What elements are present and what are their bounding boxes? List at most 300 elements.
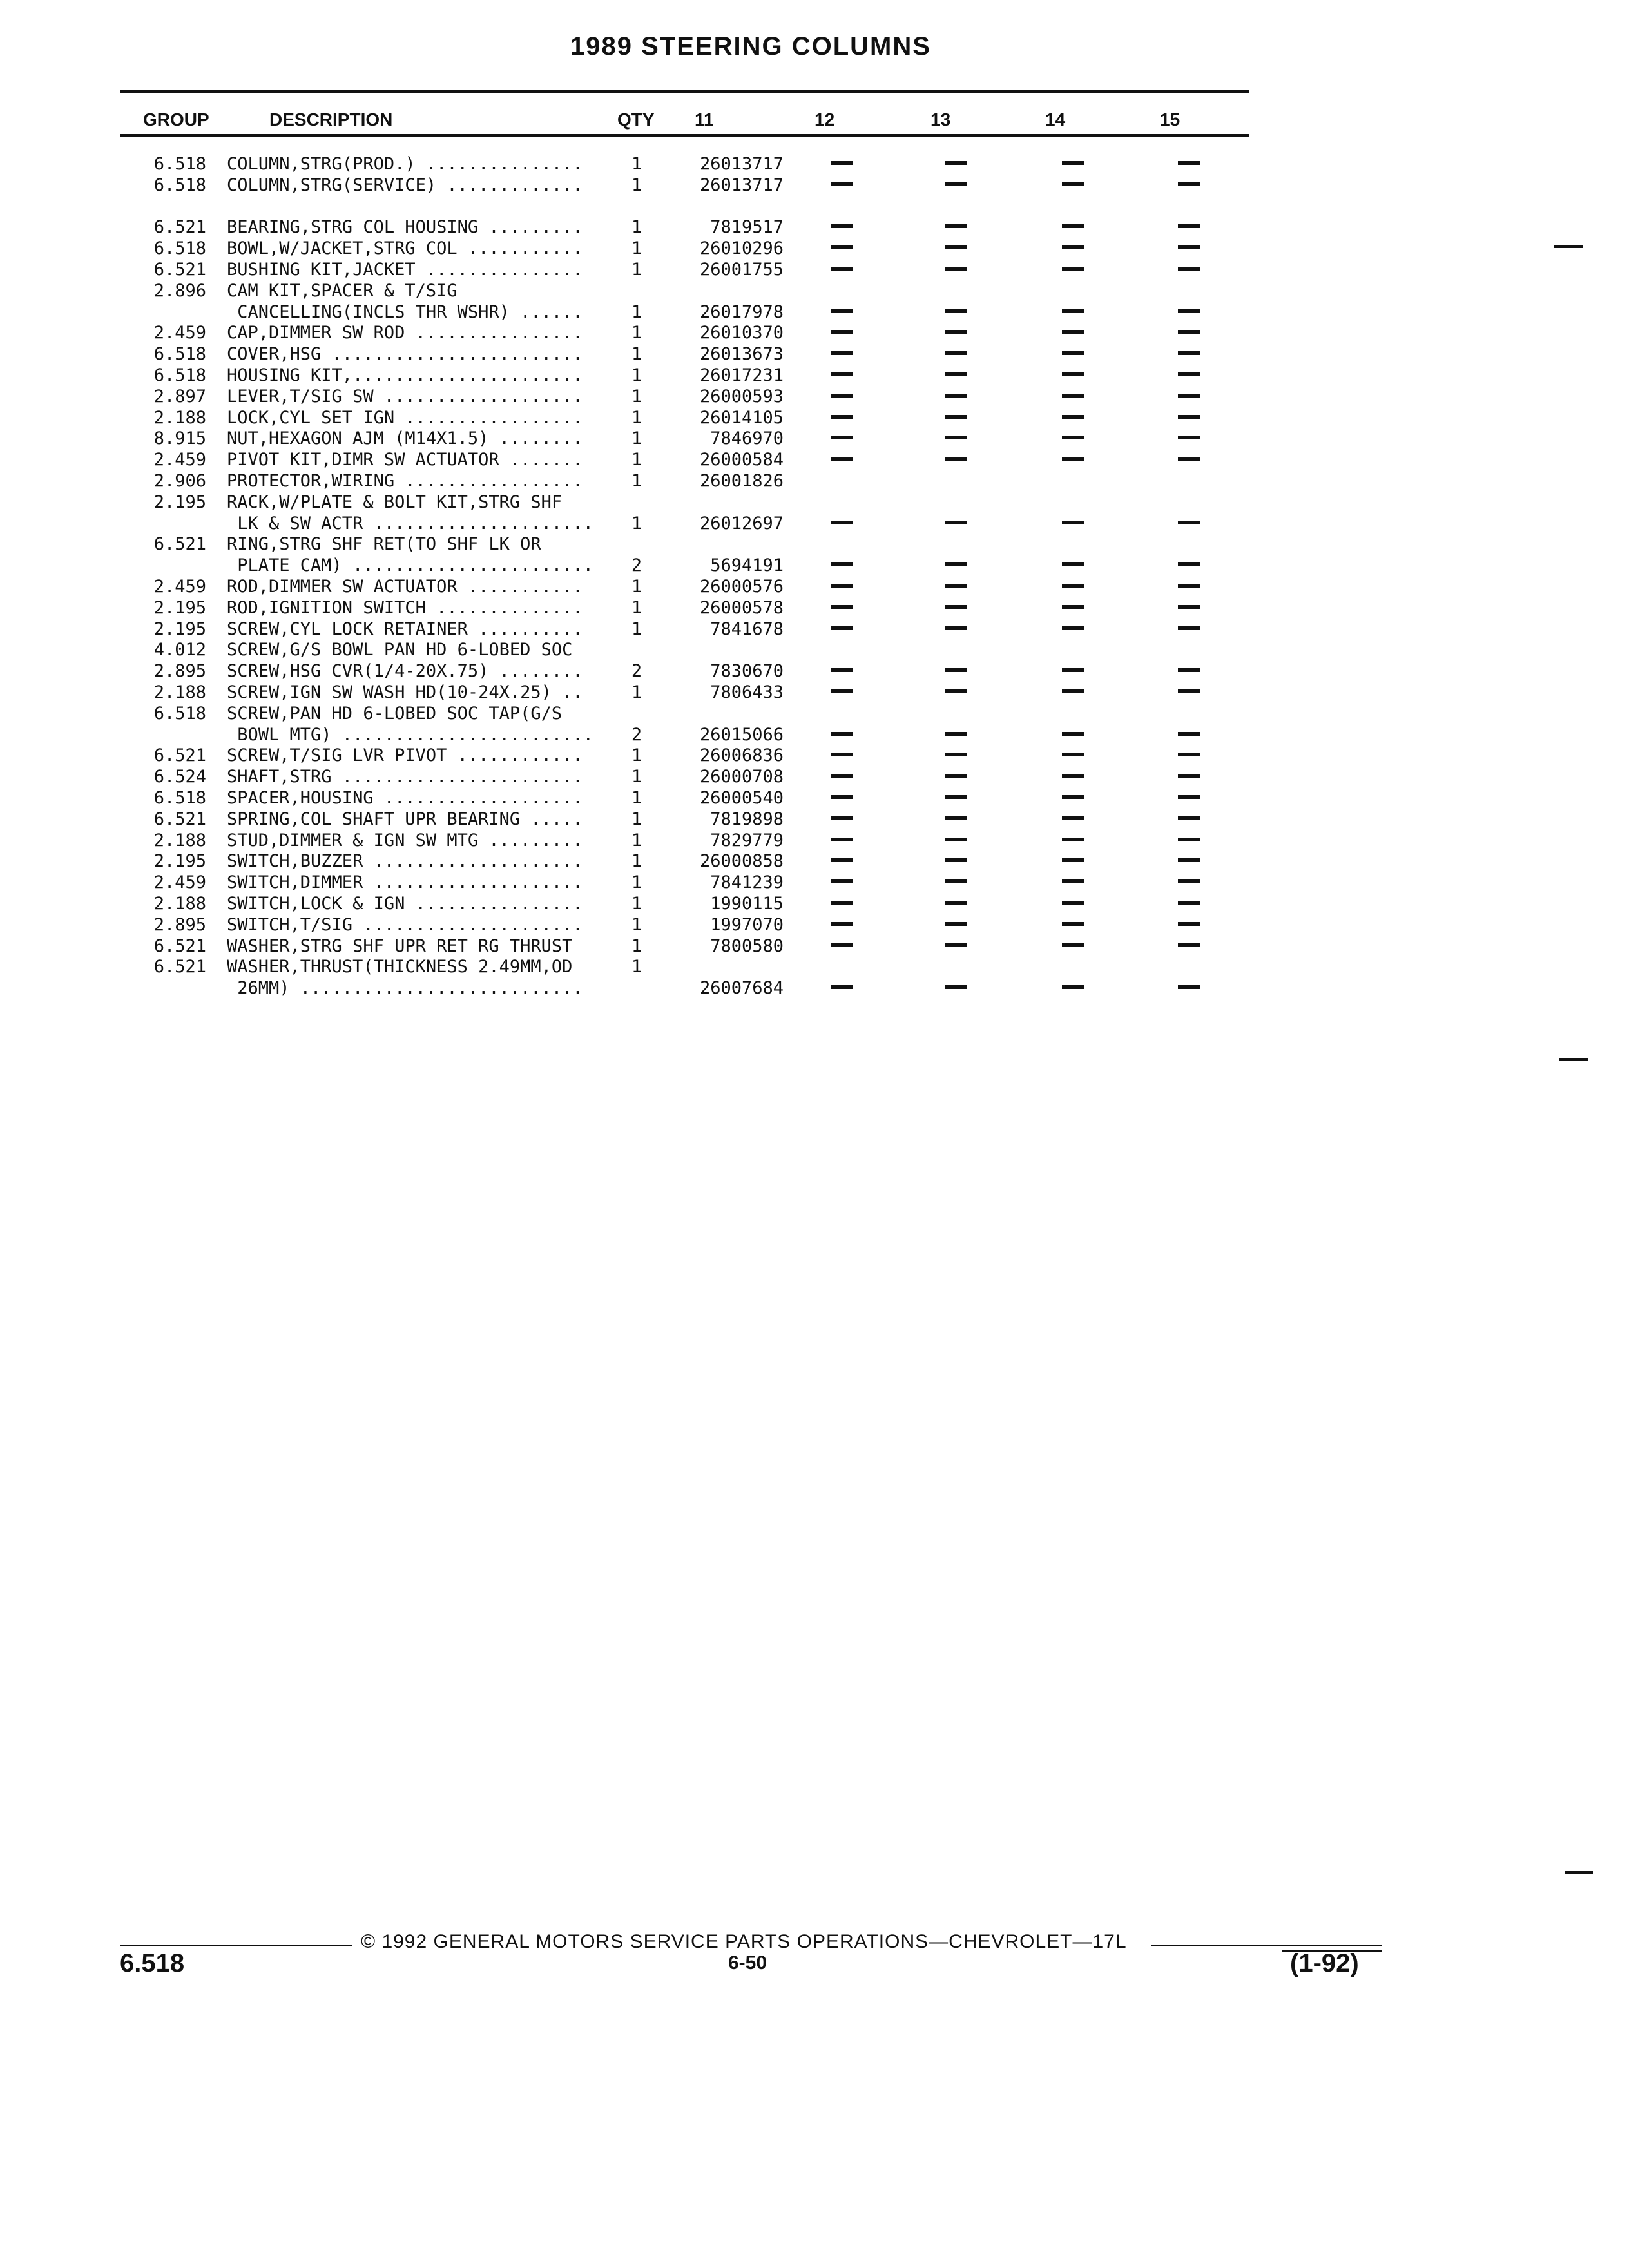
- not-applicable-dash: [831, 245, 853, 249]
- not-applicable-dash: [1062, 732, 1084, 736]
- description-cell: COVER,HSG ........................: [227, 344, 583, 365]
- header-col-13: 13: [930, 110, 951, 130]
- not-applicable-dash: [831, 985, 853, 989]
- not-applicable-dash: [1062, 224, 1084, 228]
- not-applicable-dash: [945, 521, 967, 524]
- header-description: DESCRIPTION: [269, 110, 393, 130]
- not-applicable-dash: [831, 689, 853, 693]
- table-row: [0, 682, 1629, 704]
- not-applicable-dash: [1062, 774, 1084, 778]
- qty-cell: 1: [631, 407, 642, 428]
- not-applicable-dash: [1062, 879, 1084, 883]
- margin-mark: [1554, 245, 1583, 248]
- group-cell: 6.518: [153, 788, 206, 808]
- not-applicable-dash: [831, 372, 853, 376]
- qty-cell: 1: [631, 872, 642, 893]
- table-row: [0, 936, 1629, 957]
- not-applicable-dash: [945, 245, 967, 249]
- description-cell: COLUMN,STRG(PROD.) ...............: [227, 154, 583, 174]
- group-cell: 6.524: [153, 767, 206, 787]
- not-applicable-dash: [831, 161, 853, 165]
- table-row: [0, 639, 1629, 661]
- qty-cell: 1: [631, 344, 642, 365]
- header-col-15: 15: [1160, 110, 1181, 130]
- not-applicable-dash: [1178, 668, 1200, 672]
- footer-rule-left: [120, 1945, 352, 1946]
- table-row: [0, 660, 1629, 682]
- description-cell: CANCELLING(INCLS THR WSHR) ......: [227, 302, 583, 322]
- not-applicable-dash: [1178, 816, 1200, 820]
- not-applicable-dash: [1062, 521, 1084, 524]
- description-cell: SPRING,COL SHAFT UPR BEARING .....: [227, 809, 583, 829]
- not-applicable-dash: [1178, 161, 1200, 165]
- not-applicable-dash: [1062, 182, 1084, 186]
- not-applicable-dash: [945, 985, 967, 989]
- group-cell: 2.188: [153, 894, 206, 914]
- group-cell: 6.518: [153, 365, 206, 385]
- qty-cell: 1: [631, 914, 642, 935]
- qty-cell: 1: [631, 619, 642, 639]
- not-applicable-dash: [1062, 309, 1084, 313]
- group-cell: 6.521: [153, 809, 206, 829]
- not-applicable-dash: [945, 732, 967, 736]
- table-row: [0, 259, 1629, 281]
- table-row: [0, 343, 1629, 365]
- description-cell: BOWL,W/JACKET,STRG COL ...........: [227, 238, 583, 259]
- qty-cell: 1: [631, 302, 642, 322]
- qty-cell: 1: [631, 450, 642, 470]
- table-row: [0, 619, 1629, 640]
- part-number-cell: 26017978: [699, 302, 784, 322]
- not-applicable-dash: [1062, 753, 1084, 756]
- not-applicable-dash: [1062, 245, 1084, 249]
- not-applicable-dash: [945, 922, 967, 926]
- table-row: [0, 533, 1629, 555]
- not-applicable-dash: [1178, 372, 1200, 376]
- description-cell: SWITCH,DIMMER ....................: [227, 872, 583, 893]
- part-number-cell: 7830670: [710, 661, 784, 682]
- not-applicable-dash: [945, 161, 967, 165]
- qty-cell: 1: [631, 323, 642, 343]
- part-number-cell: 1990115: [710, 894, 784, 914]
- group-cell: 6.521: [153, 534, 206, 555]
- part-number-cell: 7806433: [710, 682, 784, 702]
- not-applicable-dash: [1178, 626, 1200, 630]
- description-cell: SWITCH,BUZZER ....................: [227, 851, 583, 872]
- not-applicable-dash: [1178, 605, 1200, 609]
- not-applicable-dash: [1062, 330, 1084, 334]
- table-row: [0, 153, 1629, 175]
- group-cell: 6.521: [153, 260, 206, 280]
- group-cell: 2.895: [153, 914, 206, 935]
- table-row: [0, 787, 1629, 809]
- table-row: [0, 492, 1629, 514]
- margin-mark: [1559, 1058, 1588, 1061]
- table-row: [0, 365, 1629, 387]
- description-cell: ROD,IGNITION SWITCH ..............: [227, 597, 583, 618]
- not-applicable-dash: [945, 668, 967, 672]
- not-applicable-dash: [1178, 182, 1200, 186]
- part-number-cell: 26000584: [699, 450, 784, 470]
- part-number-cell: 7846970: [710, 428, 784, 449]
- description-cell: SCREW,G/S BOWL PAN HD 6-LOBED SOC: [227, 640, 573, 660]
- not-applicable-dash: [831, 267, 853, 271]
- description-cell: ROD,DIMMER SW ACTUATOR ...........: [227, 577, 583, 597]
- part-number-cell: 26013673: [699, 344, 784, 365]
- group-cell: 2.195: [153, 597, 206, 618]
- table-row: [0, 302, 1629, 323]
- table-row: [0, 238, 1629, 260]
- not-applicable-dash: [831, 562, 853, 566]
- qty-cell: 1: [631, 513, 642, 533]
- qty-cell: 1: [631, 597, 642, 618]
- qty-cell: 1: [631, 682, 642, 702]
- description-cell: SCREW,HSG CVR(1/4-20X.75) ........: [227, 661, 583, 682]
- group-cell: 2.895: [153, 661, 206, 682]
- footer-rule-right: [1151, 1945, 1382, 1946]
- table-row: [0, 196, 1629, 218]
- not-applicable-dash: [1178, 838, 1200, 841]
- not-applicable-dash: [1178, 985, 1200, 989]
- not-applicable-dash: [1062, 267, 1084, 271]
- not-applicable-dash: [1062, 605, 1084, 609]
- description-cell: SCREW,T/SIG LVR PIVOT ............: [227, 745, 583, 766]
- group-cell: 2.188: [153, 407, 206, 428]
- qty-cell: 1: [631, 851, 642, 872]
- not-applicable-dash: [831, 943, 853, 947]
- not-applicable-dash: [945, 584, 967, 588]
- not-applicable-dash: [945, 795, 967, 799]
- qty-cell: 1: [631, 217, 642, 238]
- part-number-cell: 26017231: [699, 365, 784, 385]
- description-cell: LK & SW ACTR .....................: [227, 513, 593, 533]
- part-number-cell: 7819898: [710, 809, 784, 829]
- part-number-cell: 7841239: [710, 872, 784, 893]
- not-applicable-dash: [945, 351, 967, 355]
- not-applicable-dash: [831, 351, 853, 355]
- not-applicable-dash: [945, 309, 967, 313]
- group-cell: 6.518: [153, 344, 206, 365]
- description-cell: SCREW,CYL LOCK RETAINER ..........: [227, 619, 583, 639]
- qty-cell: 1: [631, 577, 642, 597]
- table-row: [0, 766, 1629, 788]
- description-cell: PLATE CAM) .......................: [227, 555, 593, 576]
- not-applicable-dash: [1178, 562, 1200, 566]
- not-applicable-dash: [1062, 943, 1084, 947]
- group-cell: 2.195: [153, 492, 206, 512]
- not-applicable-dash: [1178, 351, 1200, 355]
- not-applicable-dash: [1178, 689, 1200, 693]
- table-row: [0, 597, 1629, 619]
- qty-cell: 1: [631, 386, 642, 407]
- part-number-cell: 26000593: [699, 386, 784, 407]
- description-cell: WASHER,THRUST(THICKNESS 2.49MM,OD: [227, 957, 573, 977]
- description-cell: BEARING,STRG COL HOUSING .........: [227, 217, 583, 238]
- not-applicable-dash: [1062, 562, 1084, 566]
- table-row: [0, 322, 1629, 344]
- not-applicable-dash: [831, 858, 853, 862]
- table-row: [0, 470, 1629, 492]
- group-cell: 2.459: [153, 323, 206, 343]
- table-row: [0, 872, 1629, 894]
- part-number-cell: 26010296: [699, 238, 784, 259]
- qty-cell: 2: [631, 724, 642, 745]
- header-col-12: 12: [815, 110, 835, 130]
- table-row: [0, 576, 1629, 598]
- qty-cell: 1: [631, 238, 642, 259]
- not-applicable-dash: [1062, 795, 1084, 799]
- description-cell: HOUSING KIT,......................: [227, 365, 583, 385]
- table-row: [0, 724, 1629, 746]
- not-applicable-dash: [1062, 816, 1084, 820]
- description-cell: NUT,HEXAGON AJM (M14X1.5) ........: [227, 428, 583, 449]
- table-row: [0, 703, 1629, 725]
- not-applicable-dash: [831, 521, 853, 524]
- part-number-cell: 26001755: [699, 260, 784, 280]
- part-number-cell: 26012697: [699, 513, 784, 533]
- not-applicable-dash: [1062, 161, 1084, 165]
- not-applicable-dash: [1178, 753, 1200, 756]
- description-cell: SPACER,HOUSING ...................: [227, 788, 583, 808]
- qty-cell: 1: [631, 154, 642, 174]
- group-cell: 2.459: [153, 450, 206, 470]
- group-cell: 6.518: [153, 175, 206, 195]
- description-cell: RACK,W/PLATE & BOLT KIT,STRG SHF: [227, 492, 563, 512]
- group-cell: 2.188: [153, 682, 206, 702]
- table-row: [0, 175, 1629, 197]
- group-cell: 2.896: [153, 280, 206, 301]
- part-number-cell: 7819517: [710, 217, 784, 238]
- not-applicable-dash: [1062, 858, 1084, 862]
- not-applicable-dash: [1178, 858, 1200, 862]
- not-applicable-dash: [1062, 838, 1084, 841]
- not-applicable-dash: [1062, 922, 1084, 926]
- part-number-cell: 1997070: [710, 914, 784, 935]
- group-cell: 4.012: [153, 640, 206, 660]
- header-qty: QTY: [617, 110, 655, 130]
- qty-cell: 2: [631, 661, 642, 682]
- not-applicable-dash: [831, 584, 853, 588]
- group-cell: 6.521: [153, 217, 206, 238]
- qty-cell: 1: [631, 957, 642, 977]
- not-applicable-dash: [945, 562, 967, 566]
- not-applicable-dash: [1178, 415, 1200, 419]
- description-cell: SWITCH,LOCK & IGN ................: [227, 894, 583, 914]
- not-applicable-dash: [831, 436, 853, 439]
- group-cell: 6.518: [153, 154, 206, 174]
- group-cell: 6.521: [153, 957, 206, 977]
- table-row: [0, 809, 1629, 831]
- part-number-cell: 26007684: [699, 978, 784, 999]
- qty-cell: 1: [631, 894, 642, 914]
- table-row: [0, 555, 1629, 577]
- not-applicable-dash: [945, 182, 967, 186]
- qty-cell: 1: [631, 428, 642, 449]
- not-applicable-dash: [1062, 689, 1084, 693]
- group-cell: 6.521: [153, 936, 206, 956]
- not-applicable-dash: [1178, 457, 1200, 461]
- not-applicable-dash: [831, 901, 853, 905]
- not-applicable-dash: [945, 330, 967, 334]
- part-number-cell: 7800580: [710, 936, 784, 956]
- not-applicable-dash: [945, 457, 967, 461]
- not-applicable-dash: [945, 858, 967, 862]
- not-applicable-dash: [945, 774, 967, 778]
- qty-cell: 1: [631, 830, 642, 850]
- group-cell: 2.897: [153, 386, 206, 407]
- not-applicable-dash: [1178, 732, 1200, 736]
- not-applicable-dash: [831, 309, 853, 313]
- footer-copyright: © 1992 GENERAL MOTORS SERVICE PARTS OPERATIONS—CHEVROLET—17L: [361, 1931, 1127, 1952]
- not-applicable-dash: [1062, 626, 1084, 630]
- not-applicable-dash: [945, 753, 967, 756]
- not-applicable-dash: [1178, 521, 1200, 524]
- description-cell: PIVOT KIT,DIMR SW ACTUATOR .......: [227, 450, 583, 470]
- group-cell: 6.518: [153, 238, 206, 259]
- not-applicable-dash: [1178, 224, 1200, 228]
- group-cell: 6.518: [153, 703, 206, 724]
- table-row: [0, 216, 1629, 238]
- part-number-cell: 5694191: [710, 555, 784, 576]
- not-applicable-dash: [945, 224, 967, 228]
- description-cell: LOCK,CYL SET IGN .................: [227, 407, 583, 428]
- table-row: [0, 386, 1629, 408]
- not-applicable-dash: [831, 753, 853, 756]
- not-applicable-dash: [1062, 351, 1084, 355]
- description-cell: WASHER,STRG SHF UPR RET RG THRUST: [227, 936, 573, 956]
- not-applicable-dash: [1178, 436, 1200, 439]
- not-applicable-dash: [1178, 330, 1200, 334]
- not-applicable-dash: [945, 267, 967, 271]
- not-applicable-dash: [831, 605, 853, 609]
- table-row: [0, 280, 1629, 302]
- not-applicable-dash: [831, 668, 853, 672]
- not-applicable-dash: [1178, 309, 1200, 313]
- not-applicable-dash: [1178, 394, 1200, 398]
- qty-cell: 1: [631, 745, 642, 766]
- description-cell: BUSHING KIT,JACKET ...............: [227, 260, 583, 280]
- part-number-cell: 26014105: [699, 407, 784, 428]
- qty-cell: 1: [631, 260, 642, 280]
- not-applicable-dash: [945, 415, 967, 419]
- description-cell: PROTECTOR,WIRING .................: [227, 471, 583, 491]
- not-applicable-dash: [1062, 985, 1084, 989]
- not-applicable-dash: [831, 816, 853, 820]
- description-cell: CAM KIT,SPACER & T/SIG: [227, 280, 458, 301]
- part-number-cell: 26000858: [699, 851, 784, 872]
- qty-cell: 1: [631, 365, 642, 385]
- part-number-cell: 26000576: [699, 577, 784, 597]
- header-top-rule: [120, 90, 1249, 93]
- part-number-cell: 26010370: [699, 323, 784, 343]
- part-number-cell: 26015066: [699, 724, 784, 745]
- table-row: [0, 893, 1629, 915]
- group-cell: 2.188: [153, 830, 206, 850]
- part-number-cell: 26000540: [699, 788, 784, 808]
- not-applicable-dash: [1178, 267, 1200, 271]
- header-bottom-rule: [120, 134, 1249, 137]
- table-row: [0, 428, 1629, 450]
- not-applicable-dash: [831, 732, 853, 736]
- qty-cell: 1: [631, 471, 642, 491]
- table-row: [0, 513, 1629, 535]
- not-applicable-dash: [945, 943, 967, 947]
- part-number-cell: 26000578: [699, 597, 784, 618]
- not-applicable-dash: [831, 922, 853, 926]
- not-applicable-dash: [945, 626, 967, 630]
- table-row: [0, 407, 1629, 429]
- not-applicable-dash: [831, 224, 853, 228]
- table-row: [0, 956, 1629, 978]
- not-applicable-dash: [1062, 668, 1084, 672]
- footer-group-code: 6.518: [120, 1949, 185, 1977]
- not-applicable-dash: [831, 774, 853, 778]
- description-cell: CAP,DIMMER SW ROD ................: [227, 323, 583, 343]
- not-applicable-dash: [831, 330, 853, 334]
- qty-cell: 1: [631, 809, 642, 829]
- page-title: 1989 STEERING COLUMNS: [570, 32, 931, 61]
- description-cell: SCREW,IGN SW WASH HD(10-24X.25) ..: [227, 682, 583, 702]
- part-number-cell: 26013717: [699, 175, 784, 195]
- not-applicable-dash: [1062, 457, 1084, 461]
- not-applicable-dash: [1062, 415, 1084, 419]
- group-cell: 2.195: [153, 851, 206, 872]
- not-applicable-dash: [831, 394, 853, 398]
- not-applicable-dash: [945, 816, 967, 820]
- qty-cell: 1: [631, 936, 642, 956]
- footer-date-code: (1-92): [1290, 1949, 1359, 1977]
- table-row: [0, 914, 1629, 936]
- part-number-cell: 26001826: [699, 471, 784, 491]
- not-applicable-dash: [1178, 584, 1200, 588]
- group-cell: 2.459: [153, 577, 206, 597]
- table-row: [0, 449, 1629, 471]
- not-applicable-dash: [945, 689, 967, 693]
- not-applicable-dash: [1178, 795, 1200, 799]
- qty-cell: 2: [631, 555, 642, 576]
- header-col-11: 11: [695, 110, 714, 130]
- description-cell: SHAFT,STRG .......................: [227, 767, 583, 787]
- group-cell: 2.459: [153, 872, 206, 893]
- not-applicable-dash: [1062, 584, 1084, 588]
- not-applicable-dash: [831, 626, 853, 630]
- not-applicable-dash: [1062, 394, 1084, 398]
- header-col-14: 14: [1045, 110, 1066, 130]
- footer-page-number: 6-50: [728, 1952, 767, 1974]
- qty-cell: 1: [631, 767, 642, 787]
- part-number-cell: 7841678: [710, 619, 784, 639]
- not-applicable-dash: [945, 372, 967, 376]
- description-cell: 26MM) ...........................: [227, 978, 583, 999]
- description-cell: STUD,DIMMER & IGN SW MTG .........: [227, 830, 583, 850]
- description-cell: LEVER,T/SIG SW ...................: [227, 386, 583, 407]
- not-applicable-dash: [945, 394, 967, 398]
- description-cell: COLUMN,STRG(SERVICE) .............: [227, 175, 583, 195]
- not-applicable-dash: [1178, 901, 1200, 905]
- not-applicable-dash: [945, 879, 967, 883]
- not-applicable-dash: [1178, 879, 1200, 883]
- not-applicable-dash: [1178, 774, 1200, 778]
- qty-cell: 1: [631, 788, 642, 808]
- group-cell: 6.521: [153, 745, 206, 766]
- not-applicable-dash: [1178, 922, 1200, 926]
- table-row: [0, 850, 1629, 872]
- description-cell: SCREW,PAN HD 6-LOBED SOC TAP(G/S: [227, 703, 563, 724]
- not-applicable-dash: [831, 838, 853, 841]
- not-applicable-dash: [831, 879, 853, 883]
- not-applicable-dash: [1062, 436, 1084, 439]
- group-cell: 2.195: [153, 619, 206, 639]
